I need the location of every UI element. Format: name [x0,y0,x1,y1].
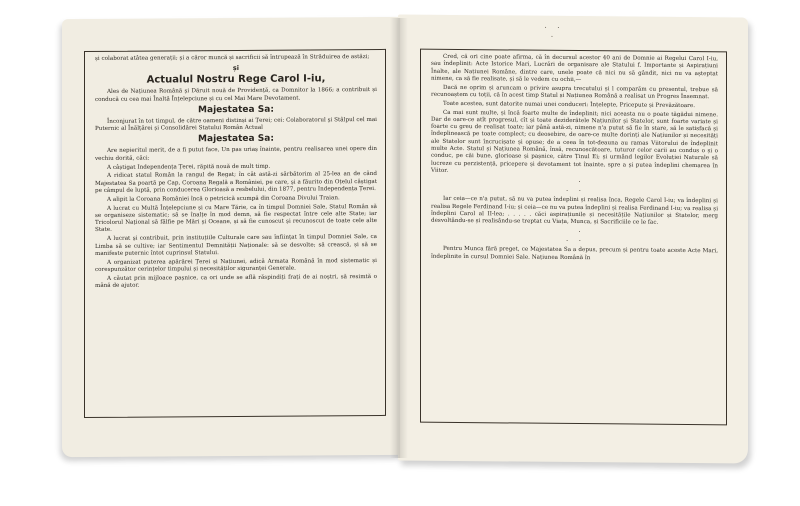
paragraph: Ca mai sunt multe, și încă foarte multe de îndeplinit; nici aceasta nu o poate tăgădui nimene. Dar de oare-ce atît progresul, cît și toate deziderătele Națiunilor și Statelor, sunt foarte variate și foarte cu greu de realisat toate; iar până astă-zi, nimene n'a putut să fie în stare, să le satisfacă și îndeplinească pe toate complect; cu deosebire, de oare-ce multe dorinți ale Națiunilor și necesități ale Statelor sunt încrucișate și opuse; de a ceea în tot-deauna au ramas Viitorului de îndeplinit multe Acte. Statul și Națiunea Română, însă, recunoscătoare, tuturor celor carii au condus o și o conduc, pe căi bune, glorioase și pașnice, către Ținul Ei; și urmând legilor Evoluției Naturale să lucreze cu perzistență, pricepere și devotament tot înainte, spre a și putea îndeplini chemarea în Viitor. [431,109,718,174]
right-page-text [431,54,718,265]
paragraph: Toate acestea, sunt datorite numai unei conduceri: Înțelepte, Pricepute și Prevăzătoare. [443,100,696,109]
conjunction-line: și [232,64,240,73]
paragraph: A lucrat și contribuit, prin instituțiile Culturale care sau înființat în timpul Domniei Sale, ca Limba să se cultive; iar Sentimentul Demnității Naționale: să se desvolte; să crească, și să se manifeste puternic întot cuprinsul Statului. [95,234,377,257]
right-page [398,14,748,463]
paragraph: și colaborat atâtea generații; și a căror muncă și sacrificii să întrupează în Străduirea de astăzi; [95,54,370,62]
paragraph: A organizat puterea apărărei Țerei și Națiunei, adică Armata Română în mod sistematic și corespunzător cerințelor timpului și necesităților siguranței Generale. [95,257,377,273]
paragraph: Are nepieritul merit, de a fi putut face, Un pas uriaș înainte, pentru realisarea unei opere din vechiu dorită, căci: [95,146,377,162]
section-heading: Majestatea Sa: [198,134,274,145]
paragraph: Înconjurat în tot timpul, de către oameni distinși ai Țerei; cei: Colaboratorul și Stâlpul cel mai Puternic al Înălțărei și Consolidărei Statului Român Actual [95,116,377,133]
left-page [62,17,402,457]
paragraph: A căutat prin mijloace pașnice, ca ori unde se află răspindiți frați de ai noștri, să resimtă o mână de ajutor. [95,273,377,289]
paragraph: Dacă ne oprim și aruncam o privire asupra trecutului și l comparăm cu presentul, trebue să recunoaștem cu toții, că în acest timp Statul și Națiunea Română a realisat un Progres Însemnat. [431,84,718,101]
top-ornament: · · · [544,23,562,41]
section-heading: Actualul Nostru Rege Carol I-iu, [146,73,326,86]
paragraph: Iar ceia—ce n'a putut, să nu va putea îndeplini și realisa înca, Regele Carol I-iu; va îndeplini și realisa Regele Ferdinand I-iu; și ceia—ce nu va putea îndeplini și realisa Ferdinand I-iu; va realisa și îndeplini Carol al II-lea; . . . . . căci aspirațiunile și necesitățile Națiunilor și Statelor, merg desvoltându-se și realisându-se treptat cu Viața, Munca, și Sacrificiile ce le fac. [431,196,718,226]
left-page-text [95,54,377,292]
paragraph: A alipit la Coroana României încă o petricică scumpă din Coroana Divului Traian. [107,195,340,203]
paragraph: A câștigat Independența Țerei, răpită nouă de mult timp. [107,163,271,171]
star-ornament: · · · [566,227,583,246]
paragraph: Pentru Munca fără preget, ce Majestatea Sa a depus, precum și pentru toate aceste Acte Mari, îndeplinite în cursul Domniei Sale. Națiunea Română în [431,246,718,261]
paragraph: Cred, că ori cine poate afirma, că în decursul acestor 40 ani de Domnie ai Regelui Carol I-iu, sau îndeplinit: Acte Istorice Mari, Lucrări de organisare ale Statului f. Importante și Aspirațiuni Înalte, ale Națiunei Române, dintre care, unele poate că nici nu să gândit, nici nu va așteptat nimene, ca să fie realisate, și să le vedem cu ochii,— [431,53,718,83]
star-ornament: · · · [566,177,583,195]
paragraph: Ales de Națiunea Română și Dăruit nouă de Providență, ca Domnitor la 1866; a contribuit și conducă cu cea mai Înaltă Înțelepciune și cu cel Mai Mare Devotament. [95,87,377,103]
paragraph: A ridicat statul Român la rangul de Regat; în cât astă-zi sărbătorim al 25-lea an de când Majestatea Sa poartă pe Cap, Coroana Regală a României, pe care, și a făurito din Oțelul câștigat pe câmpul de luptă, prin conducerea Glorioasă a resbelului, din 1877, pentru Independența Țerei. [95,171,377,194]
book-gutter [390,18,408,458]
section-heading: Majestatea Sa: [198,104,274,116]
right-page-border-frame [420,49,727,426]
paragraph: A lucrat cu Multă Înțelepciune și cu Mare Tărie, ca în timpul Domniei Sale, Statul Român să se organiseze sistematic; să se înalțe în mod demn, să fie respectat între cele alte State; iar Tricolorul Național să fâlfie pe Mări și Oceane, și să fie cunoscut și recunoscut de toate cele alte State. [95,203,377,234]
left-page-border-frame [84,49,386,418]
